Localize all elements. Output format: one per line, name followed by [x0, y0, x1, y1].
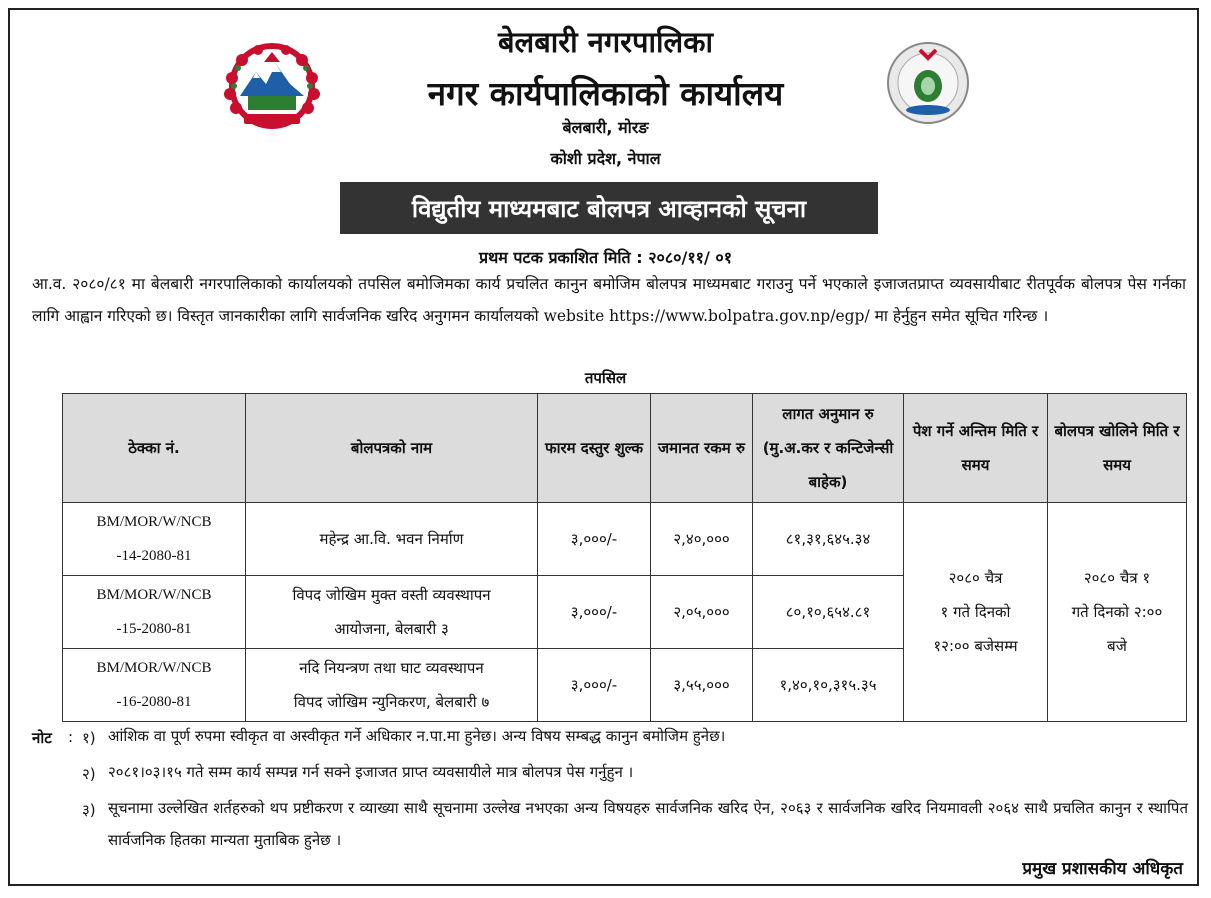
tender-name-line2: विपद जोखिम न्युनिकरण, बेलबारी ७: [293, 693, 490, 711]
tender-table: [62, 393, 1187, 722]
table-row: [63, 503, 1187, 576]
submission-deadline-line3: १२:०० बजेसम्म: [933, 637, 1018, 655]
tender-name-cell: [246, 649, 538, 722]
org-name: बेलबारी नगरपालिका: [498, 25, 713, 59]
header-contract-no: ठेक्का नं.: [63, 394, 246, 503]
form-fee-cell: ३,०००/-: [538, 576, 651, 649]
form-fee-cell: ३,०००/-: [538, 649, 651, 722]
notes-lead-colon: :: [68, 728, 74, 746]
bid-security-cell: २,०५,०००: [651, 576, 753, 649]
address-line1: बेलबारी, मोरङ: [562, 118, 649, 137]
note-number: २): [82, 765, 96, 783]
header-form-fee: फारम दस्तुर शुल्क: [538, 394, 651, 503]
published-date: प्रथम पटक प्रकाशित मिति : २०८०/११/ ०१: [478, 248, 733, 267]
tender-name-cell: [246, 503, 538, 576]
header-cost-estimate: लागत अनुमान रु (मु.अ.कर र कन्टिजेन्सी बाहेक): [753, 394, 904, 503]
note-number: ३): [82, 801, 96, 819]
table-caption: तपसिल: [584, 369, 627, 387]
contract-code-line2: -16-2080-81: [116, 694, 192, 710]
header-tender-name: बोलपत्रको नाम: [246, 394, 538, 503]
tender-name-line1: नदि नियन्त्रण तथा घाट व्यवस्थापन: [299, 659, 484, 677]
note-number: १): [82, 729, 96, 747]
contract-code-line1: BM/MOR/W/NCB: [96, 587, 212, 603]
cost-estimate-cell: १,४०,१०,३१५.३५: [753, 649, 904, 722]
notice-body: आ.व. २०८०/८१ मा बेलबारी नगरपालिकाको कार्यालयको तपसिल बमोजिमका कार्य प्रचलित कानुन बमोजिम बोलपत्र माध्यमबाट गराउनु पर्ने भएकाले इजाजतप्राप्त व्यवसायीबाट रीतपूर्वक बोलपत्र पेस गर्नका लागि आह्वान गरिएको छ। विस्तृत जानकारीका लागि सार्वजनिक खरिद अनुगमन कार्यालयको website https://www.bolpatra.gov.np/egp/ मा हेर्नुहुन समेत सूचित गरिन्छ ।: [32, 275, 1186, 325]
cost-estimate-cell: ८०,१०,६५४.८१: [753, 576, 904, 649]
submission-deadline-cell: [904, 503, 1048, 722]
opening-date-cell: [1048, 503, 1187, 722]
address-line2: कोशी प्रदेश, नेपाल: [550, 149, 661, 168]
contract-no-cell: [63, 576, 246, 649]
office-name: नगर कार्यपालिकाको कार्यालय: [427, 74, 784, 113]
contract-no-cell: [63, 503, 246, 576]
contract-code-line1: BM/MOR/W/NCB: [96, 660, 212, 676]
opening-date-line3: बजे: [1107, 637, 1127, 655]
header-submission-deadline: पेश गर्ने अन्तिम मिति र समय: [904, 394, 1048, 503]
contract-code-line2: -14-2080-81: [116, 548, 192, 564]
bid-security-cell: ३,५५,०००: [651, 649, 753, 722]
opening-date-line2: गते दिनको २:००: [1071, 603, 1163, 621]
tender-name-line2: आयोजना, बेलबारी ३: [334, 620, 449, 638]
submission-deadline-line1: २०८० चैत्र: [948, 569, 1003, 587]
tender-name-line1: विपद जोखिम मुक्त वस्ती व्यवस्थापन: [292, 586, 491, 604]
notes-lead: नोट: [32, 729, 52, 747]
table-header-row: [63, 394, 1187, 503]
note-text: सूचनामा उल्लेखित शर्तहरुको थप प्रष्टीकरण र व्याख्या साथै सूचनामा उल्लेख नभएका अन्य विषयहरु सार्वजनिक खरिद ऐन, २०६३ र सार्वजनिक खरिद नियमावली २०६४ साथै प्रचलित कानुन र स्थापित सार्वजनिक हितका मान्यता मुताबिक हुनेछ ।: [108, 799, 1188, 849]
signature-designation: प्रमुख प्रशासकीय अधिकृत: [1022, 859, 1183, 879]
header-bid-security: जमानत रकम रु: [651, 394, 753, 503]
header-opening-date: बोलपत्र खोलिने मिति र समय: [1048, 394, 1187, 503]
tender-name-line1: महेन्द्र आ.वि. भवन निर्माण: [319, 530, 464, 548]
submission-deadline-line2: १ गते दिनको: [940, 603, 1011, 621]
note-text: २०८१।०३।१५ गते सम्म कार्य सम्पन्न गर्न सक्ने इजाजत प्राप्त व्यवसायीले मात्र बोलपत्र पेस गर्नुहुन ।: [108, 763, 634, 781]
contract-no-cell: [63, 649, 246, 722]
notice-title-banner: विद्युतीय माध्यमबाट बोलपत्र आव्हानको सूचना: [340, 182, 878, 234]
opening-date-line1: २०८० चैत्र १: [1083, 569, 1151, 587]
note-text: आंशिक वा पूर्ण रुपमा स्वीकृत वा अस्वीकृत गर्ने अधिकार न.पा.मा हुनेछ। अन्य विषय सम्बद्ध कानुन बमोजिम हुनेछ।: [108, 727, 726, 745]
contract-code-line2: -15-2080-81: [116, 621, 192, 637]
form-fee-cell: ३,०००/-: [538, 503, 651, 576]
cost-estimate-cell: ८१,३१,६४५.३४: [753, 503, 904, 576]
contract-code-line1: BM/MOR/W/NCB: [96, 514, 212, 530]
bid-security-cell: २,४०,०००: [651, 503, 753, 576]
tender-name-cell: [246, 576, 538, 649]
